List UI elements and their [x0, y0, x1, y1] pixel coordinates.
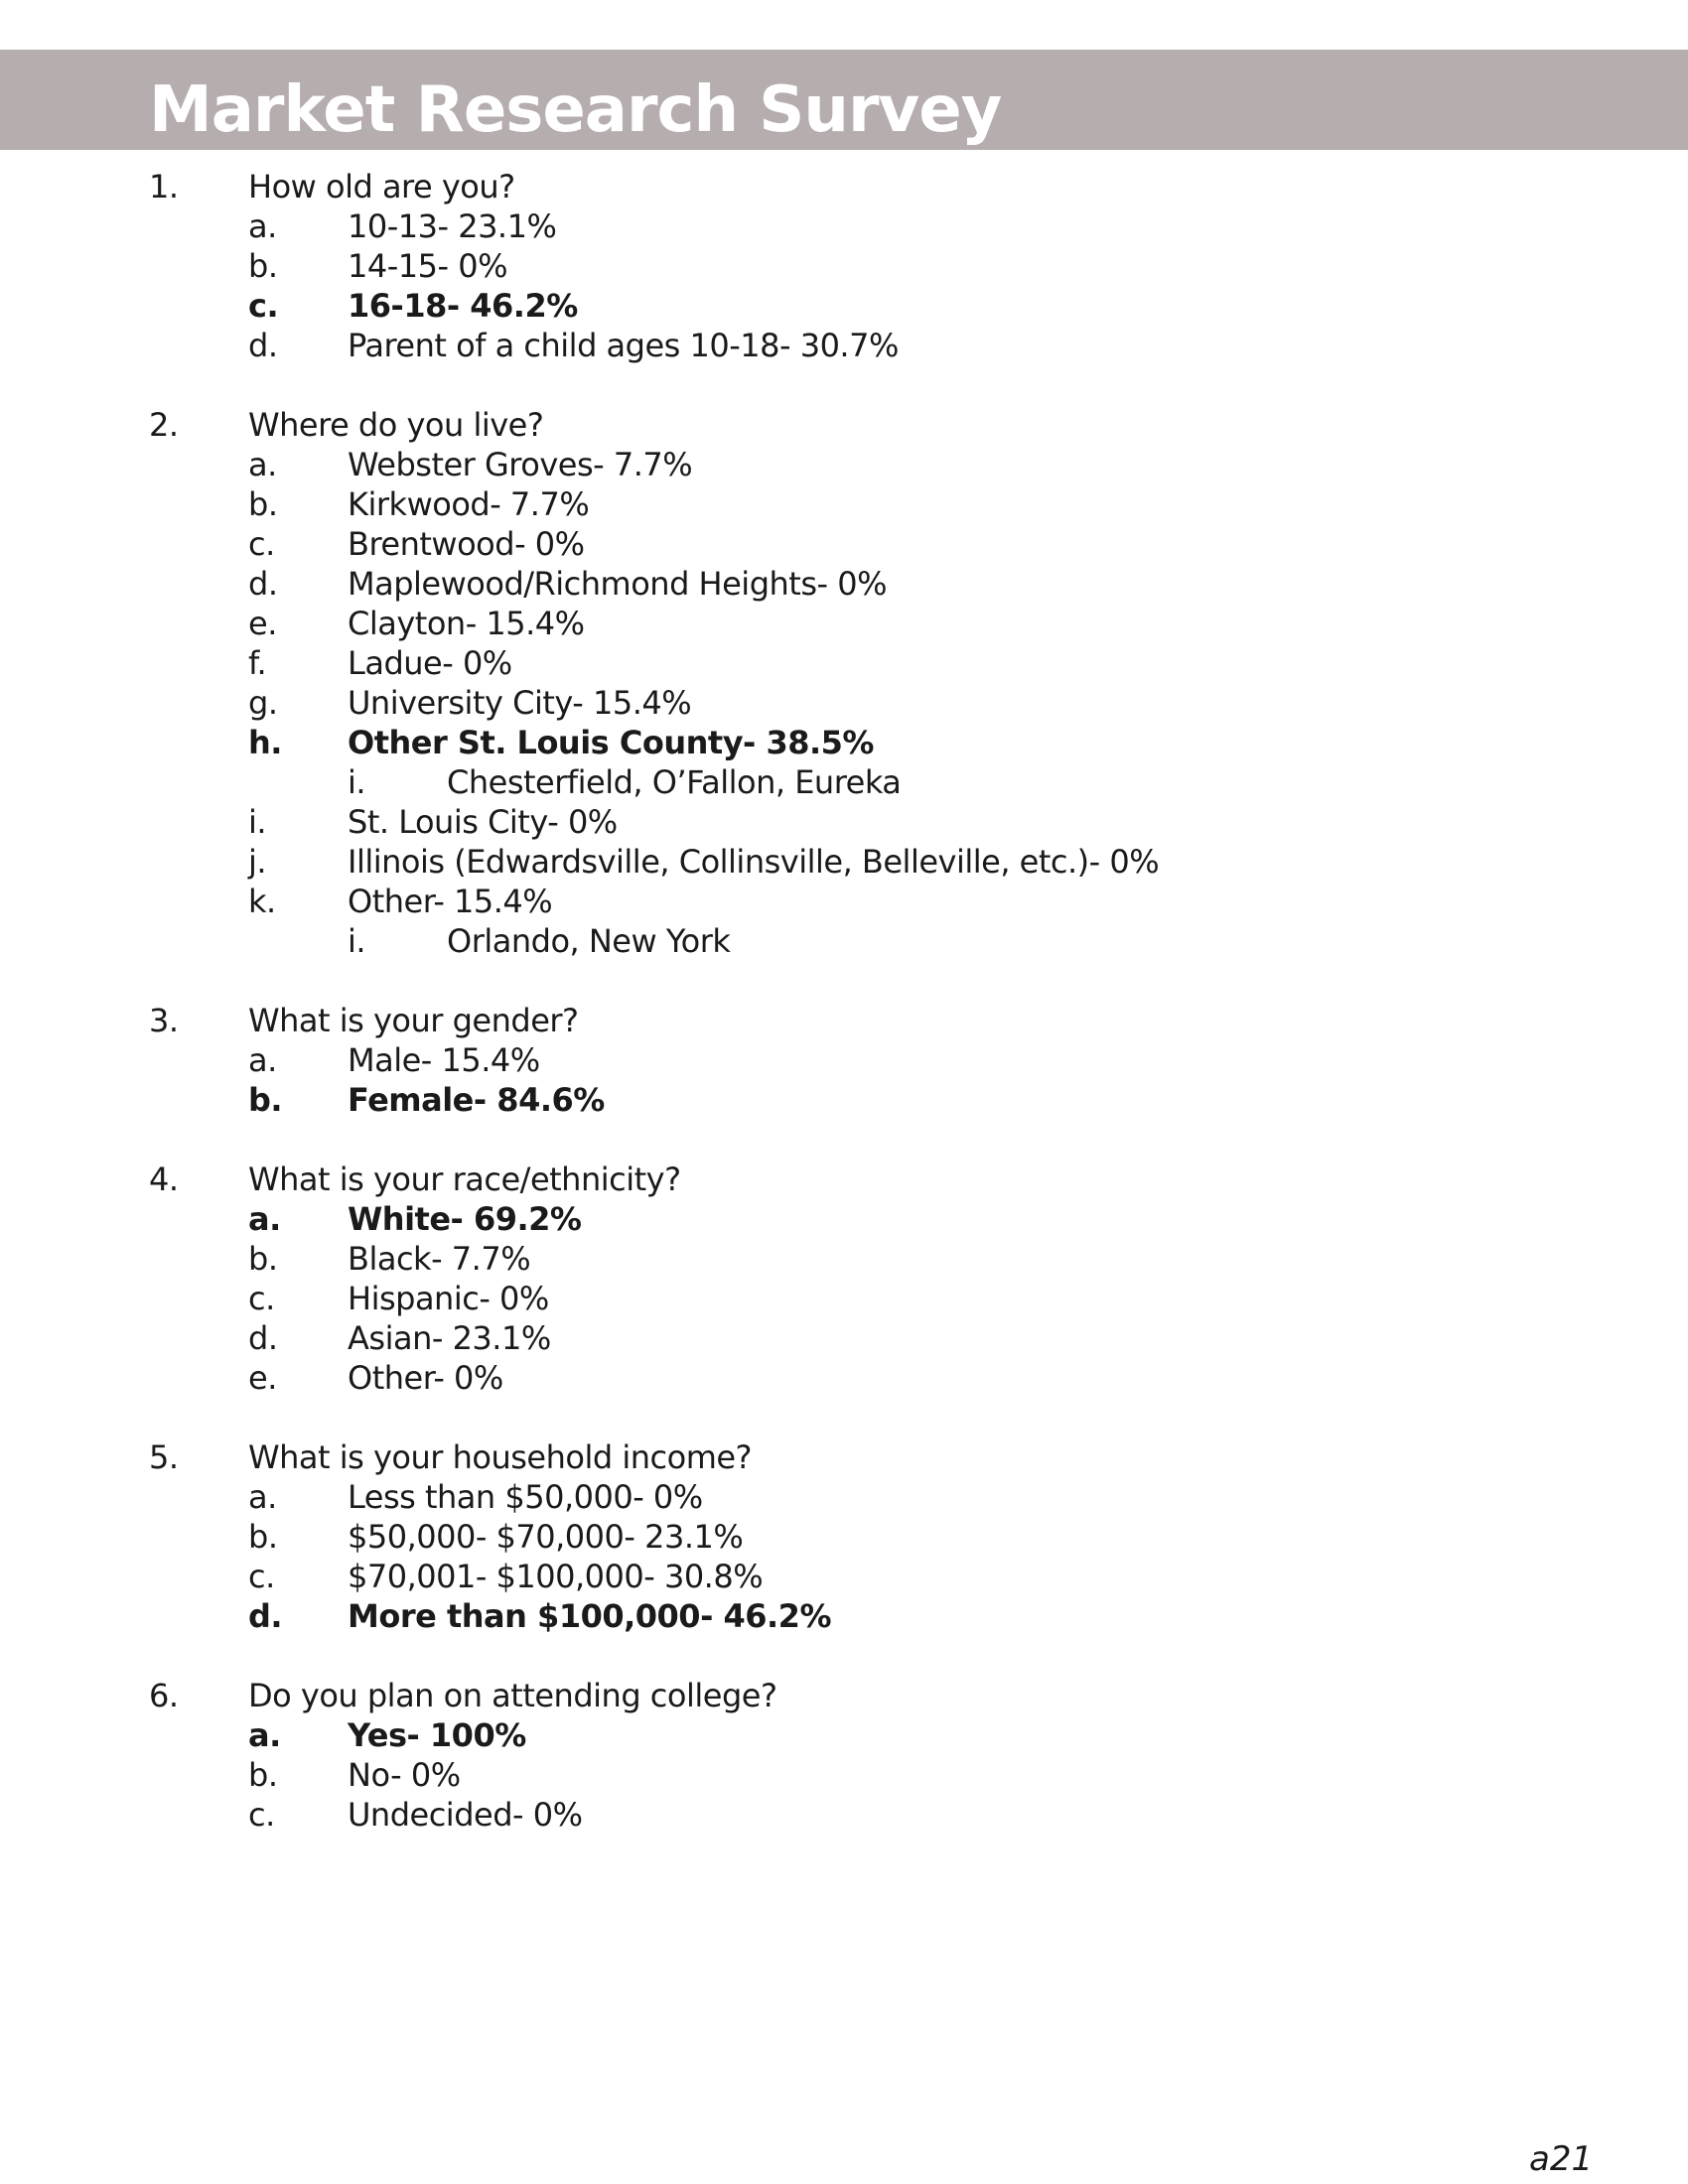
- option-text: 16-18- 46.2%: [348, 287, 578, 325]
- option-letter: f.: [248, 644, 267, 682]
- option-text: Male- 15.4%: [348, 1041, 540, 1079]
- option-text: Other- 0%: [348, 1359, 503, 1397]
- option-letter: a.: [248, 1478, 277, 1516]
- option-text: Hispanic- 0%: [348, 1280, 549, 1317]
- option-text: Maplewood/Richmond Heights- 0%: [348, 565, 887, 603]
- question-text: Where do you live?: [248, 406, 544, 444]
- answer-option: [0, 206, 1688, 246]
- option-text: University City- 15.4%: [348, 684, 692, 722]
- question-row: [0, 1001, 1688, 1040]
- option-letter: i.: [248, 803, 267, 841]
- option-text: More than $100,000- 46.2%: [348, 1597, 831, 1635]
- option-letter: b.: [248, 1240, 278, 1278]
- answer-option: [0, 643, 1688, 683]
- option-letter: g.: [248, 684, 278, 722]
- answer-option: [0, 1199, 1688, 1239]
- option-letter: b.: [248, 1081, 283, 1119]
- answer-option: [0, 1358, 1688, 1398]
- option-letter: h.: [248, 724, 282, 761]
- option-letter: d.: [248, 1597, 283, 1635]
- answer-option: [0, 1596, 1688, 1636]
- answer-option: [0, 1795, 1688, 1835]
- question-text: Do you plan on attending college?: [248, 1677, 777, 1714]
- option-text: Asian- 23.1%: [348, 1319, 551, 1357]
- option-text: Parent of a child ages 10-18- 30.7%: [348, 327, 899, 364]
- sub-option-text: Orlando, New York: [447, 922, 731, 960]
- answer-option: [0, 1715, 1688, 1755]
- option-text: Ladue- 0%: [348, 644, 512, 682]
- answer-option: [0, 802, 1688, 842]
- option-text: St. Louis City- 0%: [348, 803, 618, 841]
- option-letter: d.: [248, 565, 278, 603]
- answer-option: [0, 604, 1688, 643]
- option-letter: a.: [248, 207, 277, 245]
- option-letter: j.: [248, 843, 267, 881]
- answer-option: [0, 1318, 1688, 1358]
- option-text: Brentwood- 0%: [348, 525, 585, 563]
- question-block: [0, 167, 1688, 365]
- page-title: Market Research Survey: [149, 73, 1002, 147]
- question-block: [0, 1437, 1688, 1636]
- answer-option: [0, 1557, 1688, 1596]
- option-letter: b.: [248, 1756, 278, 1794]
- option-text: Kirkwood- 7.7%: [348, 485, 590, 523]
- option-text: Less than $50,000- 0%: [348, 1478, 703, 1516]
- question-block: [0, 1676, 1688, 1835]
- question-text: What is your gender?: [248, 1002, 579, 1039]
- sub-option-letter: i.: [348, 922, 366, 960]
- option-text: $50,000- $70,000- 23.1%: [348, 1518, 744, 1556]
- option-letter: b.: [248, 1518, 278, 1556]
- answer-option: [0, 1080, 1688, 1120]
- answer-option: [0, 484, 1688, 524]
- option-letter: a.: [248, 1716, 281, 1754]
- option-letter: d.: [248, 1319, 278, 1357]
- answer-option: [0, 524, 1688, 564]
- answer-option: [0, 723, 1688, 762]
- page-number: a21: [1529, 2139, 1594, 2179]
- option-letter: b.: [248, 485, 278, 523]
- question-row: [0, 1437, 1688, 1477]
- option-letter: k.: [248, 883, 276, 920]
- option-letter: a.: [248, 1041, 277, 1079]
- answer-option: [0, 246, 1688, 286]
- question-number: 3.: [149, 1002, 179, 1039]
- option-text: No- 0%: [348, 1756, 461, 1794]
- answer-option: [0, 564, 1688, 604]
- answer-option: [0, 842, 1688, 882]
- answer-option: [0, 683, 1688, 723]
- option-letter: c.: [248, 1796, 275, 1834]
- question-number: 4.: [149, 1160, 179, 1198]
- answer-option: [0, 445, 1688, 484]
- answer-option: [0, 286, 1688, 326]
- question-number: 1.: [149, 168, 179, 205]
- option-letter: a.: [248, 446, 277, 483]
- sub-option: [0, 921, 1688, 961]
- answer-option: [0, 1517, 1688, 1557]
- question-text: What is your race/ethnicity?: [248, 1160, 681, 1198]
- question-number: 6.: [149, 1677, 179, 1714]
- option-letter: e.: [248, 605, 277, 642]
- option-text: Female- 84.6%: [348, 1081, 605, 1119]
- question-row: [0, 167, 1688, 206]
- option-text: $70,001- $100,000- 30.8%: [348, 1558, 764, 1595]
- sub-option: [0, 762, 1688, 802]
- question-block: [0, 405, 1688, 961]
- option-text: Yes- 100%: [348, 1716, 526, 1754]
- option-text: Illinois (Edwardsville, Collinsville, Belleville, etc.)- 0%: [348, 843, 1160, 881]
- question-block: [0, 1160, 1688, 1398]
- question-row: [0, 1676, 1688, 1715]
- question-text: What is your household income?: [248, 1438, 753, 1476]
- question-text: How old are you?: [248, 168, 515, 205]
- answer-option: [0, 1477, 1688, 1517]
- option-text: Black- 7.7%: [348, 1240, 531, 1278]
- option-text: Other St. Louis County- 38.5%: [348, 724, 874, 761]
- option-text: 10-13- 23.1%: [348, 207, 557, 245]
- option-letter: e.: [248, 1359, 277, 1397]
- option-text: 14-15- 0%: [348, 247, 507, 285]
- answer-option: [0, 882, 1688, 921]
- option-letter: a.: [248, 1200, 281, 1238]
- option-letter: d.: [248, 327, 278, 364]
- question-number: 2.: [149, 406, 179, 444]
- survey-content: [0, 167, 1688, 1874]
- option-letter: c.: [248, 1280, 275, 1317]
- question-row: [0, 1160, 1688, 1199]
- answer-option: [0, 1239, 1688, 1279]
- option-text: Undecided- 0%: [348, 1796, 583, 1834]
- question-row: [0, 405, 1688, 445]
- answer-option: [0, 1279, 1688, 1318]
- option-text: Webster Groves- 7.7%: [348, 446, 693, 483]
- question-number: 5.: [149, 1438, 179, 1476]
- sub-option-letter: i.: [348, 763, 366, 801]
- option-letter: c.: [248, 525, 275, 563]
- option-letter: c.: [248, 1558, 275, 1595]
- answer-option: [0, 1755, 1688, 1795]
- answer-option: [0, 326, 1688, 365]
- option-text: Other- 15.4%: [348, 883, 553, 920]
- option-text: White- 69.2%: [348, 1200, 582, 1238]
- answer-option: [0, 1040, 1688, 1080]
- option-text: Clayton- 15.4%: [348, 605, 585, 642]
- option-letter: c.: [248, 287, 279, 325]
- option-letter: b.: [248, 247, 278, 285]
- sub-option-text: Chesterfield, O’Fallon, Eureka: [447, 763, 902, 801]
- question-block: [0, 1001, 1688, 1120]
